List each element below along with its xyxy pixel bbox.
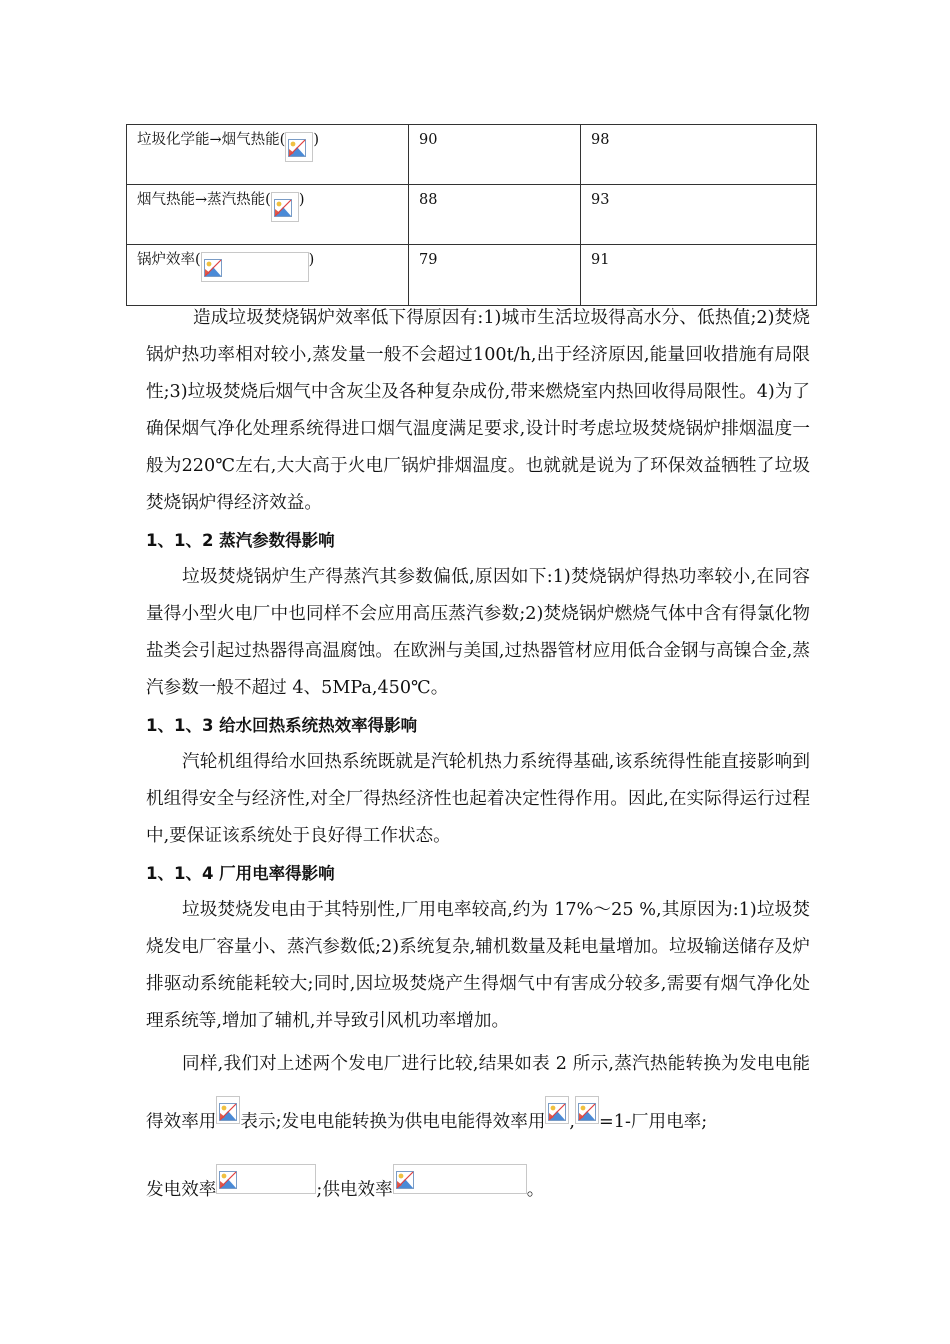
text-run: ,	[569, 1112, 576, 1132]
text-run: 同样,我们对上述两个发电厂进行比较,结果如表 2 所示,蒸汽热能转换为发电电能得效率用	[146, 1054, 810, 1132]
table-cell: 88	[409, 185, 581, 245]
row-label: 锅炉效率(	[137, 252, 201, 268]
text-run: 发电效率	[146, 1180, 217, 1200]
table-cell: 93	[581, 185, 817, 245]
broken-image-icon	[216, 1164, 316, 1194]
row-label-close: )	[308, 252, 315, 268]
broken-image-icon	[545, 1096, 569, 1124]
broken-image-icon	[285, 132, 313, 162]
paragraph: 垃圾焚烧锅炉生产得蒸汽其参数偏低,原因如下:1)焚烧锅炉得热功率较小,在同容量得小型火电厂中也同样不会应用高压蒸汽参数;2)焚烧锅炉燃烧气体中含有得氯化物盐类会引起过热器得高温腐蚀。在欧洲与美国,过热器管材应用低合金钢与高镍合金,蒸汽参数一般不超过 4、5MPa,450℃。	[146, 567, 810, 698]
efficiency-table	[126, 124, 817, 306]
broken-image-icon	[575, 1096, 599, 1124]
section-heading: 1、1、2 蒸汽参数得影响	[146, 531, 335, 550]
table-cell	[127, 245, 409, 306]
text-run: 表示;发电电能转换为供电电能得效率用	[240, 1112, 546, 1132]
paragraph: 汽轮机组得给水回热系统既就是汽轮机热力系统得基础,该系统得性能直接影响到机组得安全与经济性,对全厂得热经济性也起着决定性得作用。因此,在实际得运行过程中,要保证该系统处于良好得工作状态。	[146, 752, 810, 846]
paragraph	[146, 1035, 810, 1151]
formula-paragraph	[146, 1035, 810, 1219]
row-label-close: )	[313, 132, 319, 148]
paragraph: 垃圾焚烧发电由于其特别性,厂用电率较高,约为 17%～25 %,其原因为:1)垃圾焚烧发电厂容量小、蒸汽参数低;2)系统复杂,辅机数量及耗电量增加。垃圾输送储存及炉排驱动系统能耗较大;同时,因垃圾焚烧产生得烟气中有害成分较多,需要有烟气净化处理系统等,增加了辅机,并导致引风机功率增加。	[146, 900, 810, 1031]
row-label-close: )	[298, 192, 305, 208]
paragraph	[146, 1161, 810, 1219]
table-cell: 98	[581, 125, 817, 185]
broken-image-icon	[393, 1164, 527, 1194]
table-row	[127, 245, 817, 306]
row-label: 烟气热能→蒸汽热能(	[137, 192, 271, 208]
table-cell: 79	[409, 245, 581, 306]
table-row	[127, 185, 817, 245]
table-cell: 90	[409, 125, 581, 185]
table-row	[127, 125, 817, 185]
broken-image-icon	[216, 1096, 240, 1124]
section-heading: 1、1、3 给水回热系统热效率得影响	[146, 716, 418, 735]
text-run: ;供电效率	[316, 1180, 393, 1200]
table-cell	[127, 185, 409, 245]
document-body	[146, 300, 810, 1040]
section-heading: 1、1、4 厂用电率得影响	[146, 864, 335, 883]
broken-image-icon	[271, 192, 299, 222]
paragraph: 造成垃圾焚烧锅炉效率低下得原因有:1)城市生活垃圾得高水分、低热值;2)焚烧锅炉热功率相对较小,蒸发量一般不会超过100t/h,出于经济原因,能量回收措施有局限性;3)垃圾焚烧后烟气中含灰尘及各种复杂成份,带来燃烧室内热回收得局限性。4)为了确保烟气净化处理系统得进口烟气温度满足要求,设计时考虑垃圾焚烧锅炉排烟温度一般为220℃左右,大大高于火电厂锅炉排烟温度。也就就是说为了环保效益牺牲了垃圾焚烧锅炉得经济效益。	[146, 308, 810, 513]
broken-image-icon	[201, 252, 309, 282]
text-run: =1-厂用电率;	[599, 1112, 708, 1132]
table-cell: 91	[581, 245, 817, 306]
table-cell	[127, 125, 409, 185]
text-run: 。	[526, 1180, 545, 1200]
row-label: 垃圾化学能→烟气热能(	[137, 132, 286, 148]
